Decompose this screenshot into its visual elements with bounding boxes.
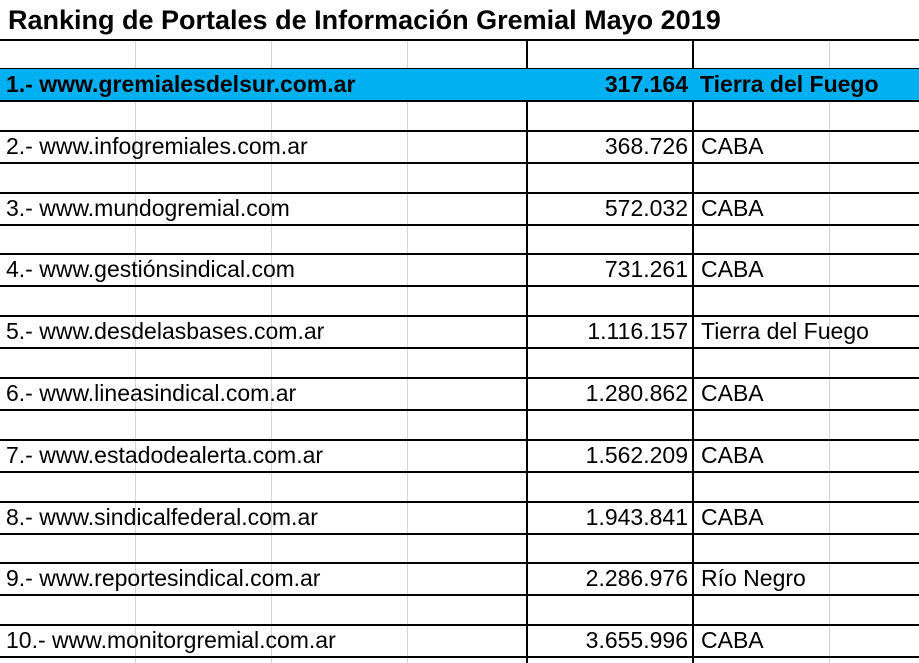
portal-name-cell: 3.- www.mundogremial.com [6, 194, 290, 221]
table-row[interactable] [0, 193, 919, 224]
province-cell: CABA [701, 441, 764, 468]
ranking-value-cell: 2.286.976 [585, 565, 688, 592]
province-cell: CABA [701, 380, 764, 406]
ranking-value-cell: 1.943.841 [585, 503, 688, 530]
page-title: Ranking de Portales de Información Gremial Mayo 2019 [8, 5, 721, 35]
province-cell: CABA [701, 256, 764, 283]
province-cell: CABA [701, 627, 764, 654]
table-row[interactable] [0, 69, 919, 100]
ranking-value-cell: 1.562.209 [585, 441, 688, 468]
portal-name-cell: 10.- www.monitorgremial.com.ar [6, 627, 336, 654]
row-border [0, 100, 919, 102]
province-cell: Tierra del Fuego [701, 318, 869, 345]
row-border [0, 347, 919, 349]
row-border [0, 39, 919, 41]
province-cell: Río Negro [701, 565, 806, 592]
row-border [0, 594, 919, 596]
ranking-value-cell: 1.116.157 [587, 318, 688, 345]
ranking-value-cell: 731.261 [604, 256, 688, 283]
table-row[interactable] [0, 131, 919, 162]
portal-name-cell: 8.- www.sindicalfederal.com.ar [6, 503, 318, 530]
row-border [0, 471, 919, 473]
row-border [0, 656, 919, 658]
row-border [0, 224, 919, 226]
portal-name-cell: 7.- www.estadodealerta.com.ar [6, 441, 324, 468]
row-border [0, 533, 919, 535]
table-row[interactable] [0, 378, 919, 409]
province-cell: CABA [701, 194, 764, 221]
table-row[interactable] [0, 563, 919, 594]
portal-name-cell: 1.- www.gremialesdelsur.com.ar [6, 71, 356, 97]
ranking-value-cell: 368.726 [604, 132, 688, 159]
portal-name-cell: 5.- www.desdelasbases.com.ar [6, 318, 325, 345]
portal-name-cell: 2.- www.infogremiales.com.ar [6, 132, 308, 159]
ranking-value-cell: 3.655.996 [585, 627, 688, 654]
portal-name-cell: 4.- www.gestiónsindical.com [6, 256, 295, 283]
row-border [0, 162, 919, 164]
row-border [0, 409, 919, 411]
table-row[interactable] [0, 502, 919, 533]
ranking-value-cell: 572.032 [604, 194, 688, 221]
table-row[interactable] [0, 254, 919, 285]
table-row[interactable] [0, 316, 919, 347]
portal-name-cell: 9.- www.reportesindical.com.ar [6, 565, 321, 592]
ranking-table [0, 39, 919, 663]
ranking-value-cell: 1.280.862 [585, 380, 688, 406]
portal-name-cell: 6.- www.lineasindical.com.ar [6, 380, 297, 406]
row-border [0, 285, 919, 287]
province-cell: CABA [701, 132, 764, 159]
province-cell: Tierra del Fuego [700, 71, 879, 97]
table-row[interactable] [0, 440, 919, 471]
ranking-value-cell: 317.164 [604, 71, 688, 97]
province-cell: CABA [701, 503, 764, 530]
table-row[interactable] [0, 625, 919, 656]
